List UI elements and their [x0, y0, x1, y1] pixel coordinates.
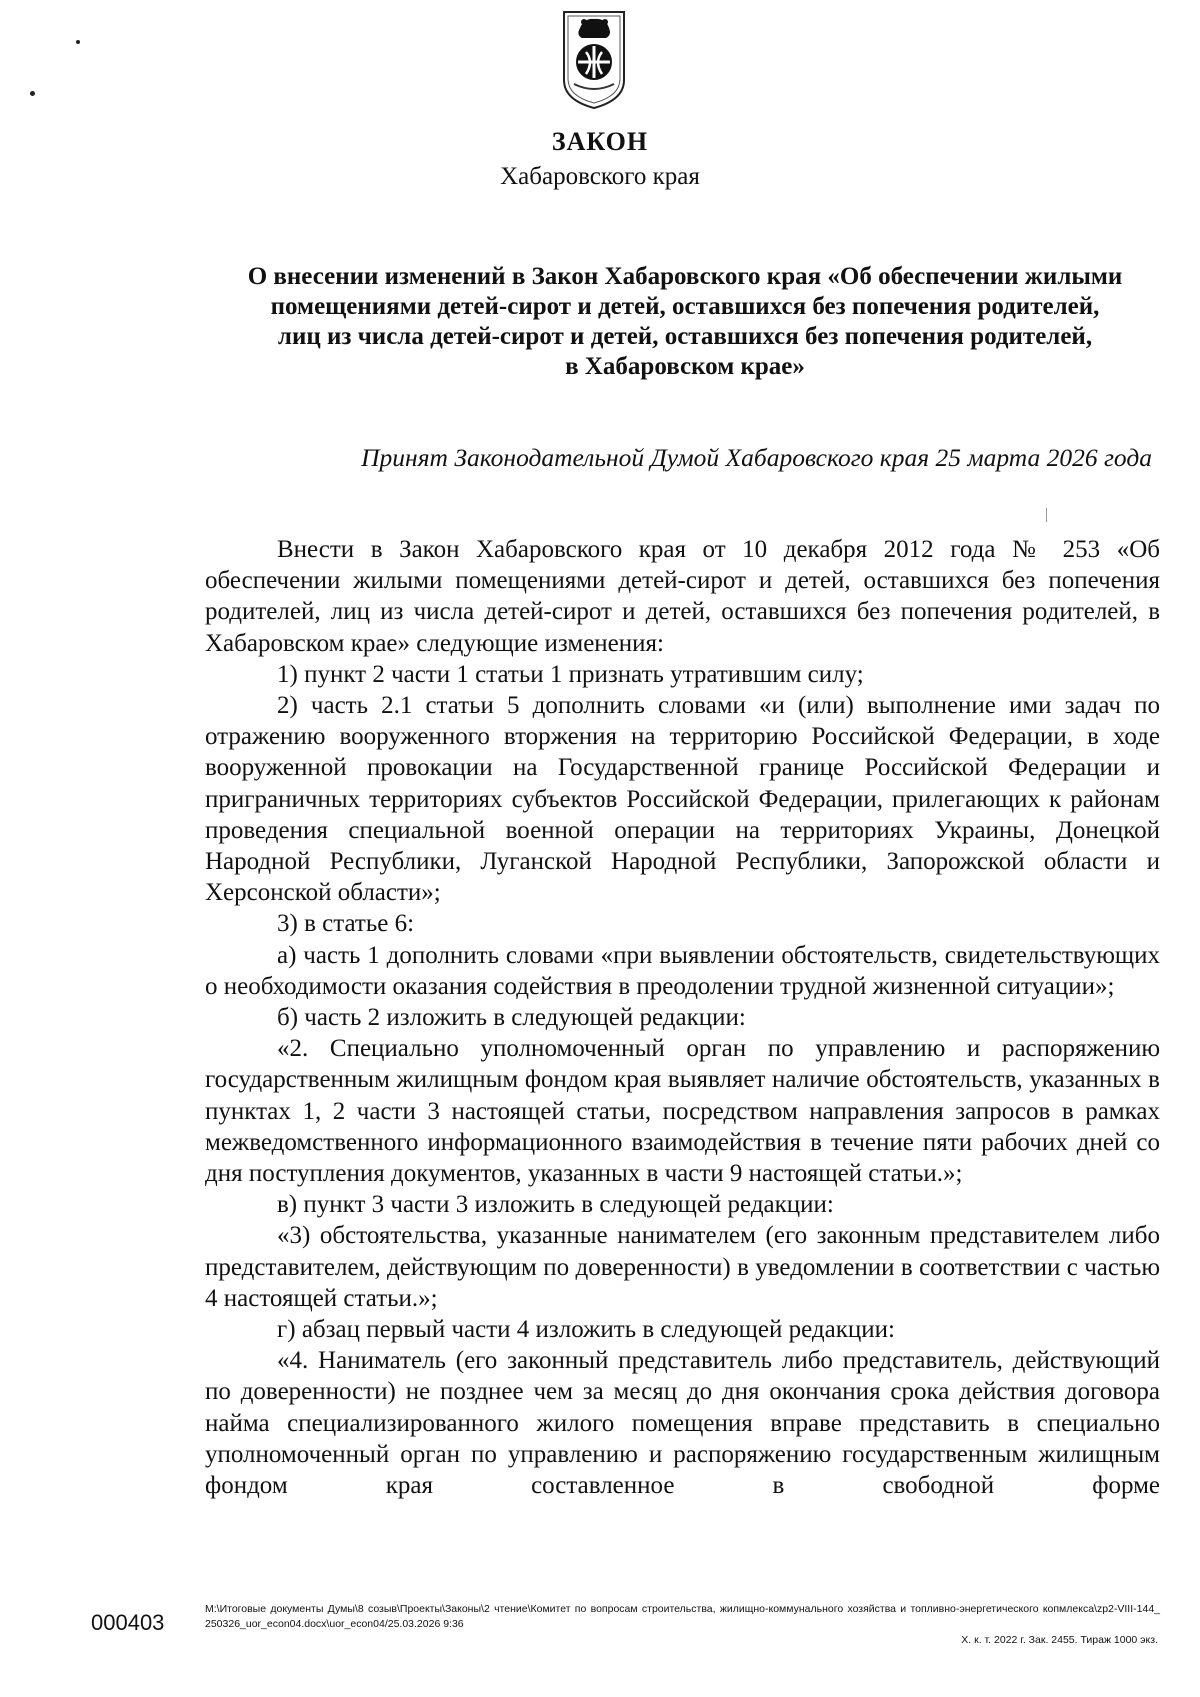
body-paragraph: «4. Наниматель (его законный представитель либо представитель, действующий по доверенности) не позднее чем за месяц до дня окончания срока действия договора найма специализированного жилого помещения вправе представить в специально уполномоченный орган по управлению и распоряжению государственным жилищным фондом края составленное в свободной форме: [205, 1347, 1160, 1500]
body-paragraph: в) пункт 3 части 3 изложить в следующей редакции:: [277, 1191, 834, 1219]
body-paragraph: г) абзац первый части 4 изложить в следующей редакции:: [277, 1316, 895, 1344]
law-subject-line: помещениями детей-сирот и детей, оставшихся без попечения родителей,: [270, 293, 1100, 320]
law-subject-line: О внесении изменений в Закон Хабаровского края «Об обеспечении жилыми: [247, 263, 1123, 290]
scan-mark: [1046, 508, 1047, 522]
law-title: ЗАКОН: [551, 127, 649, 156]
law-subject: [205, 262, 1165, 382]
print-info: Х. к. т. 2022 г. Зак. 2455. Тираж 1000 экз.: [961, 1634, 1158, 1646]
document-number: 000403: [91, 1610, 165, 1635]
body-paragraph: 2) часть 2.1 статьи 5 дополнить словами «и (или) выполнение ими задач по отражению вооруженного вторжения на территорию Российской Федерации, в ходе вооруженной провокации на Государственной границе Российской Федерации и приграничных территориях субъектов Российской Федерации, прилегающих к районам проведения специальной военной операции на территориях Украины, Донецкой Народной Республики, Луганской Народной Республики, Запорожской области и Херсонской области»;: [205, 692, 1160, 907]
body-paragraph: б) часть 2 изложить в следующей редакции:: [277, 1004, 746, 1032]
file-path: M:\Итоговые документы Думы\8 созыв\Проекты\Законы\2 чтение\Комитет по вопросам строительства, жилищно-коммунального хозяйства и топливно-энергетического копмлекса\zp2-VIII-144_ 250326_uor_econ04.docx\uor_econ04/25.03.2026 9:36: [205, 1603, 1160, 1630]
body-paragraph: Внести в Закон Хабаровского края от 10 декабря 2012 года № 253 «Об обеспечении жилыми помещениями детей-сирот и детей, оставшихся без попечения родителей, лиц из числа детей-сирот и детей, оставшихся без попечения родителей, в Хабаровском крае» следующие изменения:: [205, 536, 1160, 657]
scan-speck: [76, 40, 80, 44]
scan-speck: [30, 91, 35, 96]
body-paragraph: «2. Специально уполномоченный орган по управлению и распоряжению государственным жилищным фондом края выявляет наличие обстоятельств, указанных в пунктах 1, 2 части 3 настоящей статьи, посредством направления запросов в рамках межведомственного информационного взаимодействия в течение пяти рабочих дней со дня поступления документов, указанных в части 9 настоящей статьи.»;: [205, 1035, 1160, 1188]
body-paragraph: 1) пункт 2 части 1 статьи 1 признать утратившим силу;: [277, 660, 864, 688]
adoption-statement: Принят Законодательной Думой Хабаровского края 25 марта 2026 года: [361, 443, 1152, 472]
law-subject-line: в Хабаровском крае»: [565, 353, 805, 380]
body-paragraph: а) часть 1 дополнить словами «при выявлении обстоятельств, свидетельствующих о необходимости оказания содействия в преодолении трудной жизненной ситуации»;: [205, 941, 1160, 1000]
coat-of-arms-emblem: [560, 8, 628, 112]
law-region: Хабаровского края: [500, 163, 700, 190]
body-paragraph: 3) в статье 6:: [277, 910, 415, 938]
body-paragraph: «3) обстоятельства, указанные нанимателем (его законным представителем либо представителем, действующим по доверенности) в уведомлении в соответствии с частью 4 настоящей статьи.»;: [205, 1222, 1160, 1312]
law-body: [205, 534, 1160, 1501]
law-subject-line: лиц из числа детей-сирот и детей, оставшихся без попечения родителей,: [277, 323, 1093, 350]
